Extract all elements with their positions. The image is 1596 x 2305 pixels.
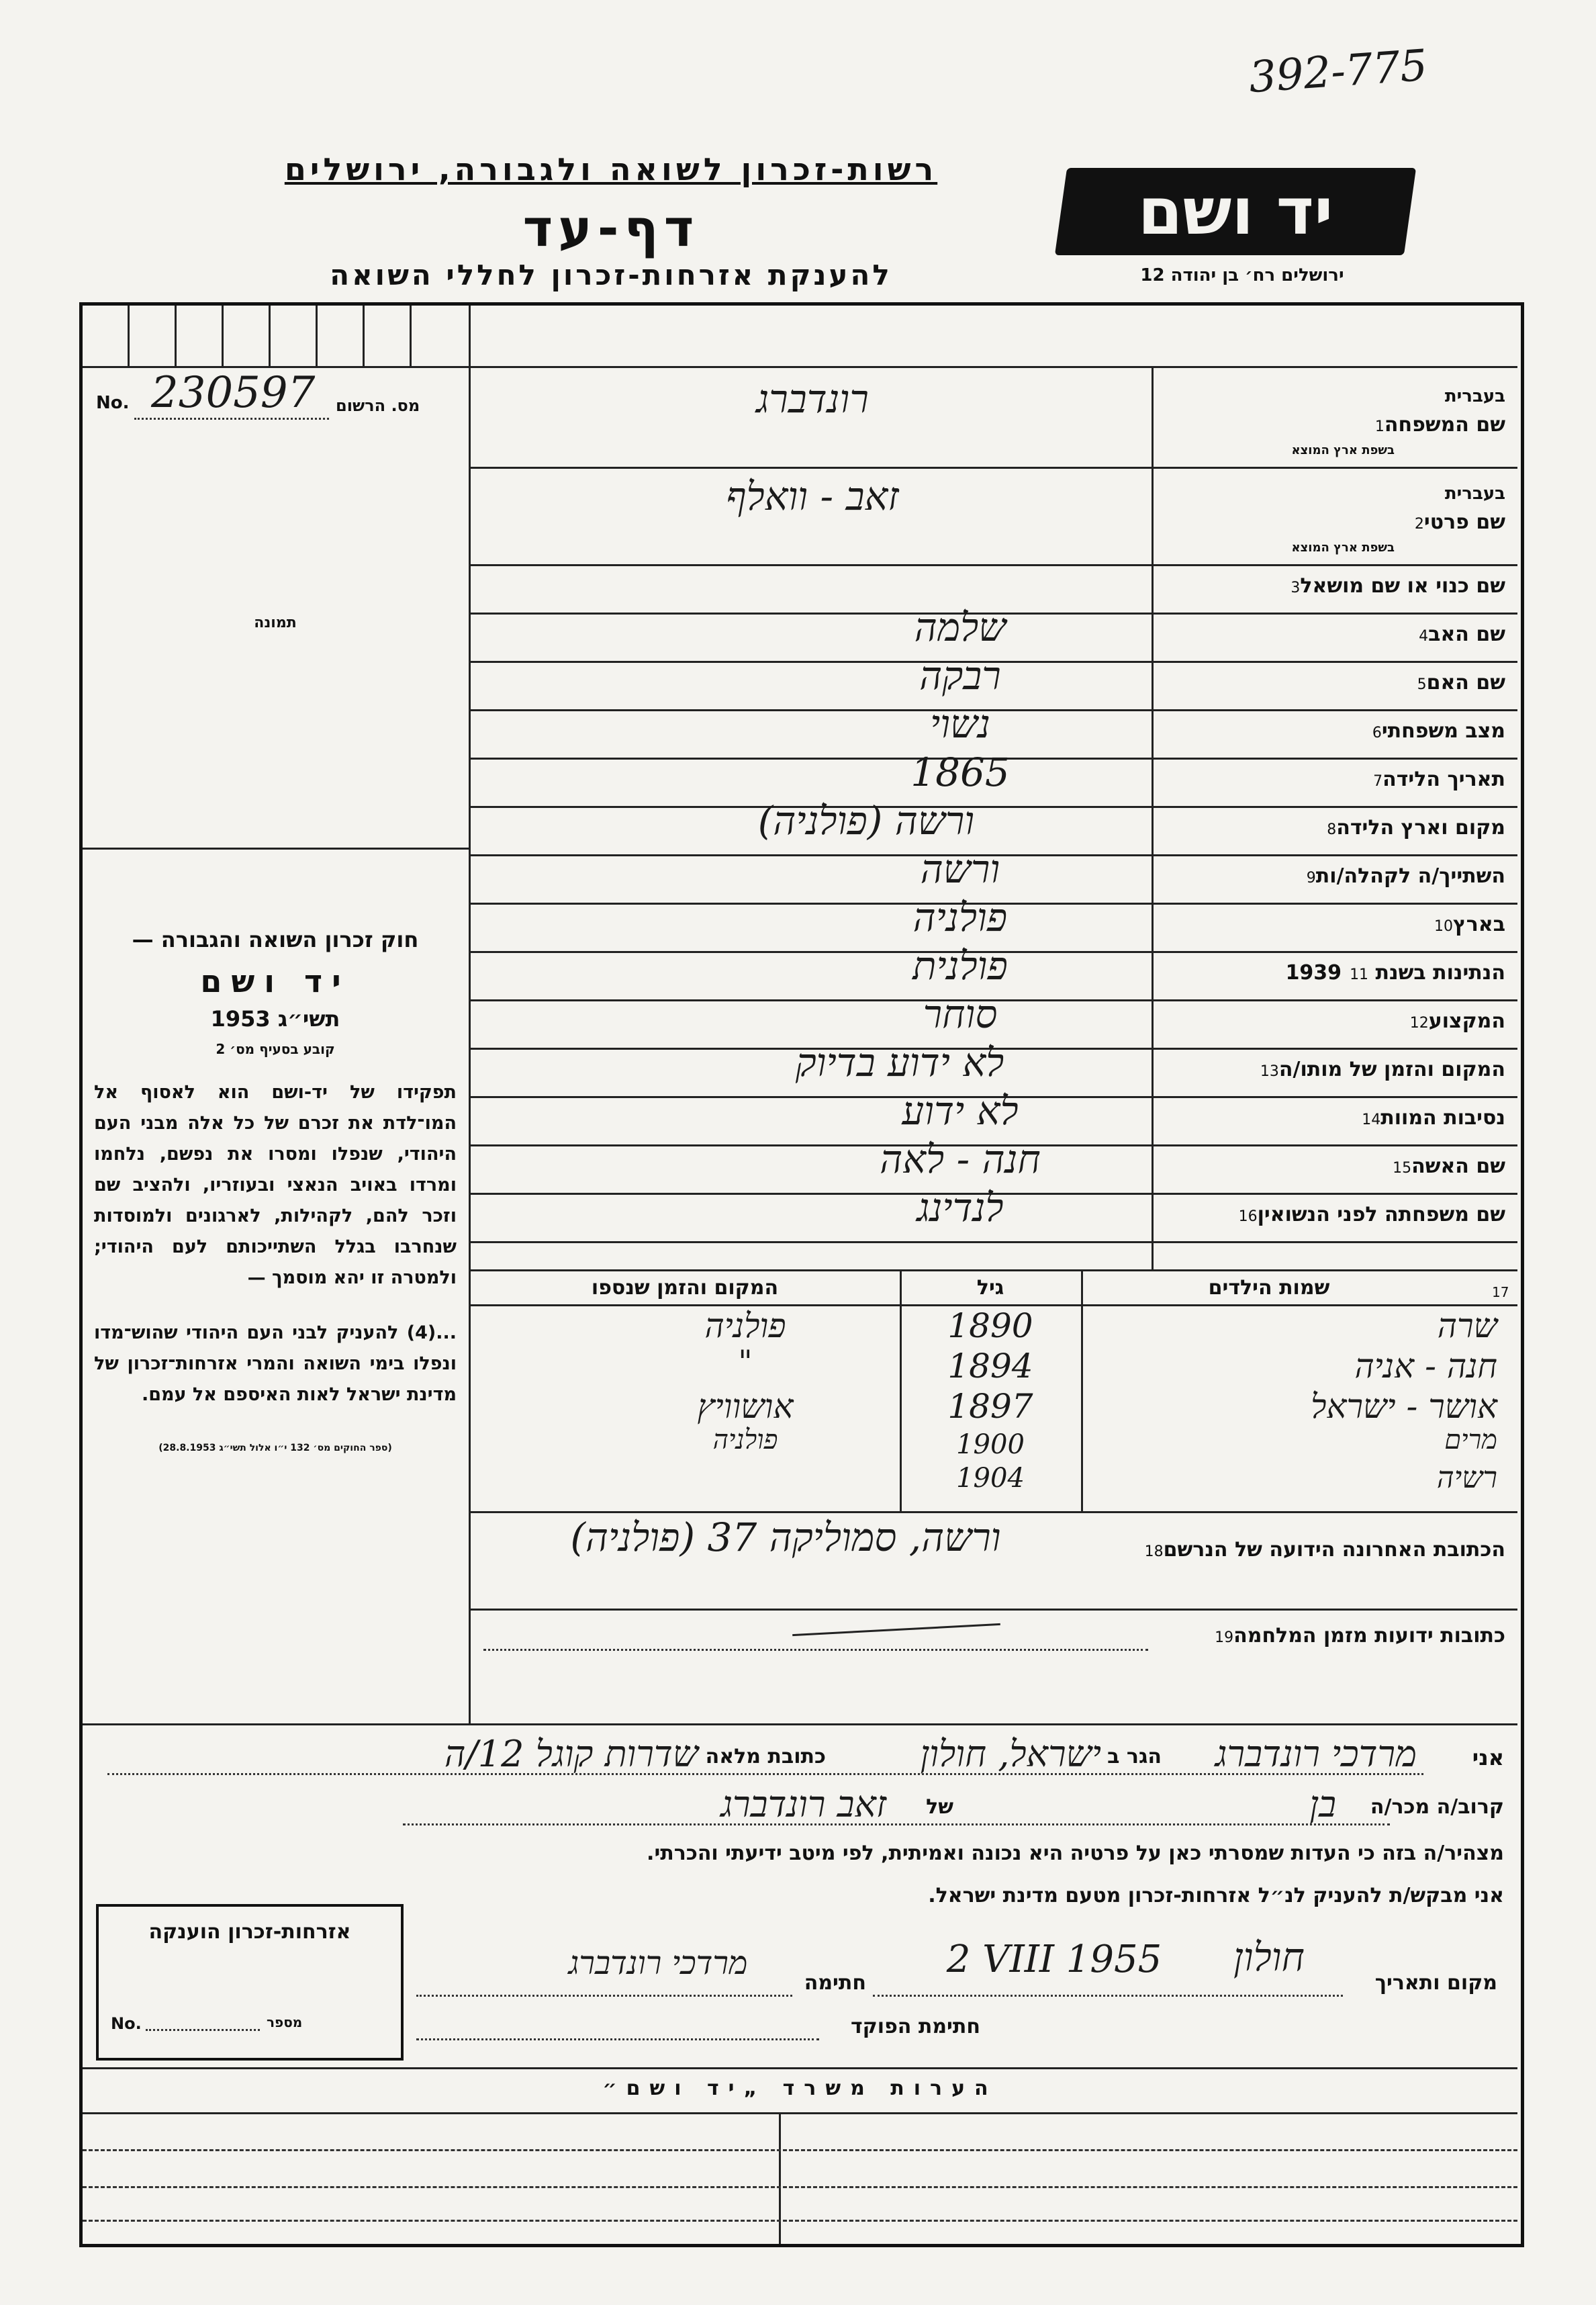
law-paragraph-2: ...(4) להעניק לבני העם היהודי שהוש־מדו ונפלו בימי השואה והמרי אזרחות־זכרון של מדינת ישראל לאות האיספם אל עמם.	[94, 1322, 457, 1405]
children-header-age: גיל	[976, 1276, 1004, 1300]
field-8-value: ורשה (פולניה)	[757, 798, 975, 844]
office-notes-title: הערות משרד „יד ושם״	[602, 2077, 998, 2100]
field-3-label: שם כנוי או שם מושאל3	[1290, 574, 1505, 598]
law-title: חוק זכרון השואה והגבורה —	[132, 927, 419, 952]
law-excerpt	[94, 927, 457, 1453]
i-label: אני	[1472, 1745, 1504, 1770]
field-12-value: סוחר	[923, 991, 998, 1037]
resides-label: הגר ב	[1107, 1745, 1162, 1768]
field-9-value: ורשה	[920, 846, 1000, 892]
last-address-value: ורשה, סמוליקה 37 (פולניה)	[570, 1515, 1001, 1560]
form-subtitle: להענקת אזרחות-זכרון לחללי השואה	[330, 259, 892, 291]
signature-label: חתימה	[804, 1971, 866, 1995]
child-name: רשיה	[1436, 1461, 1497, 1495]
child-age: 1897	[947, 1387, 1033, 1426]
field-5-value: רבקה	[919, 653, 1001, 698]
law-paragraph-1: תפקידו של יד-ושם הוא לאסוף אל המו־לדת את זכרם של כל אלה מבני העם היהודי, שנפלו ומסרו את נפשם, נלחמו ומרדו באויב הנאצי ובעוזריו, ולהציב שם וזכר להם, לקהילות, לארגונים ולמוסדות שנחרבו בגלל השתייכותם לעם היהודי; ולמטרה זו יהא מוסמך —	[94, 1082, 457, 1288]
registration-number: 230597	[151, 368, 316, 418]
registration-label: מס. הרשום	[336, 396, 420, 415]
field-12-label: המקצוע12	[1409, 1009, 1505, 1033]
address-label: הכתובת האחרונה הידועה של הנרשם18	[1144, 1538, 1505, 1562]
field-1-local-tag: בשפת ארץ המוצא	[1291, 443, 1395, 457]
field-10-value: פולניה	[912, 895, 1008, 940]
law-name: יד ושם	[200, 963, 350, 999]
field-7-label: תאריך הלידה7	[1373, 768, 1505, 791]
field-11-label: הנתינות בשנת 193911	[1285, 961, 1505, 985]
field-9-label: השתייך/ה לקהלה/ות9	[1306, 864, 1505, 888]
field-1-label: שם המשפחה1	[1374, 413, 1505, 437]
relation-label: קרוב/ה מכר/ה	[1370, 1795, 1504, 1819]
child-name: חנה - אניה	[1354, 1347, 1497, 1386]
field-1-hebrew-tag: בעברית	[1444, 386, 1505, 406]
child-place: פולניה	[704, 1306, 786, 1345]
field-15-label: שם האשה15	[1393, 1155, 1505, 1178]
child-name: שרה	[1437, 1306, 1497, 1345]
signature: מרדכי רונדברג	[568, 1944, 748, 1982]
of-name: זאב רונדברג	[720, 1783, 886, 1825]
field-5-label: שם האם5	[1417, 671, 1505, 694]
child-age: 1900	[956, 1429, 1025, 1460]
field-16-label: שם משפחתה לפני הנשואין16	[1238, 1203, 1505, 1226]
children-header-names: שמות הילדים	[1208, 1276, 1330, 1300]
declaration-request: אני מבקש/ת להעניק לנ״ל אזרחות-זכרון מטעם מדינת ישראל.	[928, 1884, 1504, 1907]
child-age: 1894	[947, 1347, 1033, 1386]
field-2-label: שם פרטי2	[1414, 510, 1505, 534]
law-year: תשי״ג 1953	[210, 1006, 340, 1032]
field-10-label: בארץ10	[1434, 913, 1505, 936]
wartime-address-label: כתובות ידועות מזמן המלחמה19	[1215, 1624, 1505, 1647]
org-line: רשות-זכרון לשואה ולגבורה, ירושלים	[284, 151, 938, 187]
field-1-value: רונדברג	[756, 376, 869, 422]
field-11-value: פולנית	[912, 943, 1008, 989]
field-15-value: חנה - לאה	[880, 1136, 1041, 1182]
law-footnote: (ספר החוקים מס׳ 132 י״ו אלול תשי״ג 28.8.1953)	[158, 1443, 392, 1453]
archive-number: 392-775	[1247, 40, 1429, 103]
place-date-label: מקום ותאריך	[1374, 1971, 1497, 1995]
child-age: 1890	[947, 1306, 1033, 1345]
field-7-value: 1865	[910, 750, 1010, 795]
field-13-value: לא ידוע בדיוק	[795, 1040, 1004, 1085]
children-header-num: 17	[1492, 1284, 1509, 1300]
child-place: פולניה	[712, 1425, 778, 1455]
registration-no-label: No.	[96, 393, 130, 413]
child-name: מרים	[1444, 1425, 1497, 1455]
residence: ישראל, חולון	[920, 1733, 1101, 1775]
child-place: אושוויץ	[697, 1387, 794, 1426]
logo-text: יד ושם	[1137, 174, 1333, 249]
yad-vashem-logo	[1055, 168, 1416, 255]
child-place: "	[738, 1343, 753, 1380]
field-14-value: לא ידוע	[902, 1088, 1019, 1134]
logo-address: ירושלים רח׳ בן יהודה 12	[1140, 265, 1344, 285]
field-2-local-tag: בשפת ארץ המוצא	[1291, 541, 1395, 555]
field-13-label: המקום והזמן של מותו/ה13	[1260, 1058, 1505, 1081]
citizenship-number-label: מספר	[267, 2014, 303, 2030]
citizenship-box	[96, 1904, 404, 2061]
field-4-label: שם האב4	[1419, 623, 1505, 646]
form-title: דף-עד	[522, 198, 700, 258]
child-name: אושר - ישראל	[1311, 1387, 1497, 1426]
field-6-value: נשוי	[930, 701, 990, 747]
officer-signature-label: חתימת הפוקד	[851, 2015, 980, 2038]
of-label: של	[926, 1795, 953, 1819]
declaration-statement: מצהיר/ה בזה כי העדות שמסרתי כאן על פרטיה היא נכונה ואמיתית, לפי מיטב ידיעתי והכרתי.	[647, 1842, 1504, 1865]
law-clause: קובע בסעיף מס׳ 2	[216, 1041, 335, 1057]
field-8-label: מקום וארץ הלידה8	[1327, 816, 1505, 840]
field-4-value: שלמה	[914, 604, 1006, 650]
field-6-label: מצב משפחתי6	[1372, 719, 1505, 743]
field-2-value: זאב - וואלף	[726, 473, 899, 519]
relation: בן	[1309, 1783, 1336, 1825]
full-address: שדרות קוגל 12/ה	[444, 1733, 698, 1775]
children-header-place: המקום והזמן שנספו	[591, 1276, 779, 1300]
place: חולון	[1233, 1934, 1305, 1980]
citizenship-box-title: אזרחות-זכרון הוענקה	[148, 1920, 351, 1944]
citizenship-no-label: No.	[111, 2014, 142, 2033]
photo-label: תמונה	[254, 615, 297, 631]
date: 2 VIII 1955	[946, 1938, 1162, 1981]
child-age: 1904	[956, 1463, 1025, 1494]
field-16-value: לנדינג	[917, 1185, 1004, 1230]
address-full-label: כתובת מלאה	[705, 1745, 826, 1768]
field-2-hebrew-tag: בעברית	[1444, 484, 1505, 504]
field-14-label: נסיבות המוות14	[1362, 1106, 1505, 1130]
declarant-name: מרדכי רונדברג	[1215, 1733, 1417, 1775]
